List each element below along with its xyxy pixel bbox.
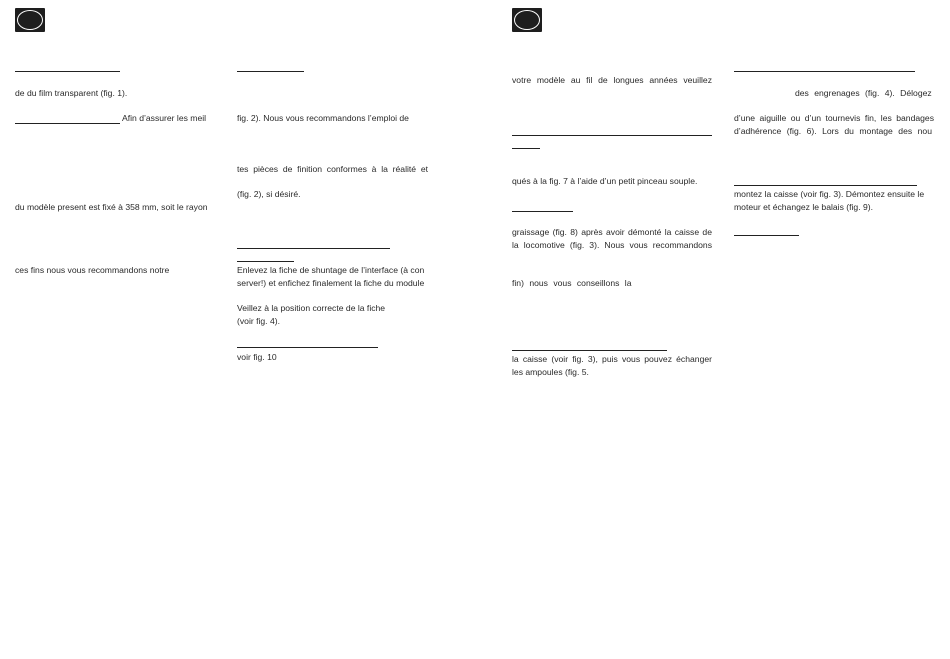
text-line: des engrenages (fig. 4). Délogez bbox=[795, 88, 932, 98]
text-line: ces fins nous vous recommandons notre bbox=[15, 265, 170, 275]
text-line: voir fig. 10 bbox=[237, 352, 277, 362]
text-line: d’une aiguille ou d’un tournevis fin, les bandages bbox=[734, 113, 934, 123]
text-line: Veillez à la position correcte de la fiche bbox=[237, 303, 386, 313]
heading-rule bbox=[734, 185, 917, 186]
heading-rule bbox=[512, 350, 667, 351]
text-line: montez la caisse (voir fig. 3). Démontez ensuite le bbox=[734, 189, 925, 199]
text-line: fin) nous vous conseillons la bbox=[512, 278, 632, 288]
heading-rule bbox=[237, 347, 378, 348]
heading-rule bbox=[15, 71, 120, 72]
text-line: server!) et enfichez finalement la fiche du module bbox=[237, 278, 425, 288]
text-line: du modèle present est fixé à 358 mm, soit le rayon bbox=[15, 202, 208, 212]
language-oval-icon bbox=[514, 10, 540, 30]
text-line: la caisse (voir fig. 3), puis vous pouvez échanger bbox=[512, 354, 712, 364]
language-badge-left bbox=[15, 8, 45, 32]
text-line: qués à la fig. 7 à l’aide d’un petit pinceau souple. bbox=[512, 176, 698, 186]
text-line: moteur et échangez le balais (fig. 9). bbox=[734, 202, 874, 212]
text-line: de du film transparent (fig. 1). bbox=[15, 88, 128, 98]
text-line: fig. 2). Nous vous recommandons l’emploi de bbox=[237, 113, 409, 123]
text-line: votre modèle au fil de longues années veuillez bbox=[512, 75, 712, 85]
text-line: Afin d’assurer les meil bbox=[122, 113, 207, 123]
text-line: la locomotive (fig. 3). Nous vous recommandons bbox=[512, 240, 712, 250]
heading-rule bbox=[512, 211, 573, 212]
language-badge-right bbox=[512, 8, 542, 32]
heading-rule bbox=[15, 123, 120, 124]
heading-rule bbox=[237, 261, 294, 262]
text-line: (fig. 2), si désiré. bbox=[237, 189, 301, 199]
text-line: (voir fig. 4). bbox=[237, 316, 280, 326]
text-line: d’adhérence (fig. 6). Lors du montage des nou bbox=[734, 126, 932, 136]
heading-rule bbox=[512, 148, 540, 149]
heading-rule bbox=[512, 135, 712, 136]
heading-rule bbox=[734, 71, 915, 72]
text-line: graissage (fig. 8) après avoir démonté la caisse de bbox=[512, 227, 712, 237]
text-line: Enlevez la fiche de shuntage de l’interface (à con bbox=[237, 265, 425, 275]
text-line: tes pièces de finition conformes à la réalité et bbox=[237, 164, 428, 174]
heading-rule bbox=[237, 71, 304, 72]
heading-rule bbox=[734, 235, 799, 236]
text-line: les ampoules (fig. 5. bbox=[512, 367, 589, 377]
language-oval-icon bbox=[17, 10, 43, 30]
heading-rule bbox=[237, 248, 390, 249]
